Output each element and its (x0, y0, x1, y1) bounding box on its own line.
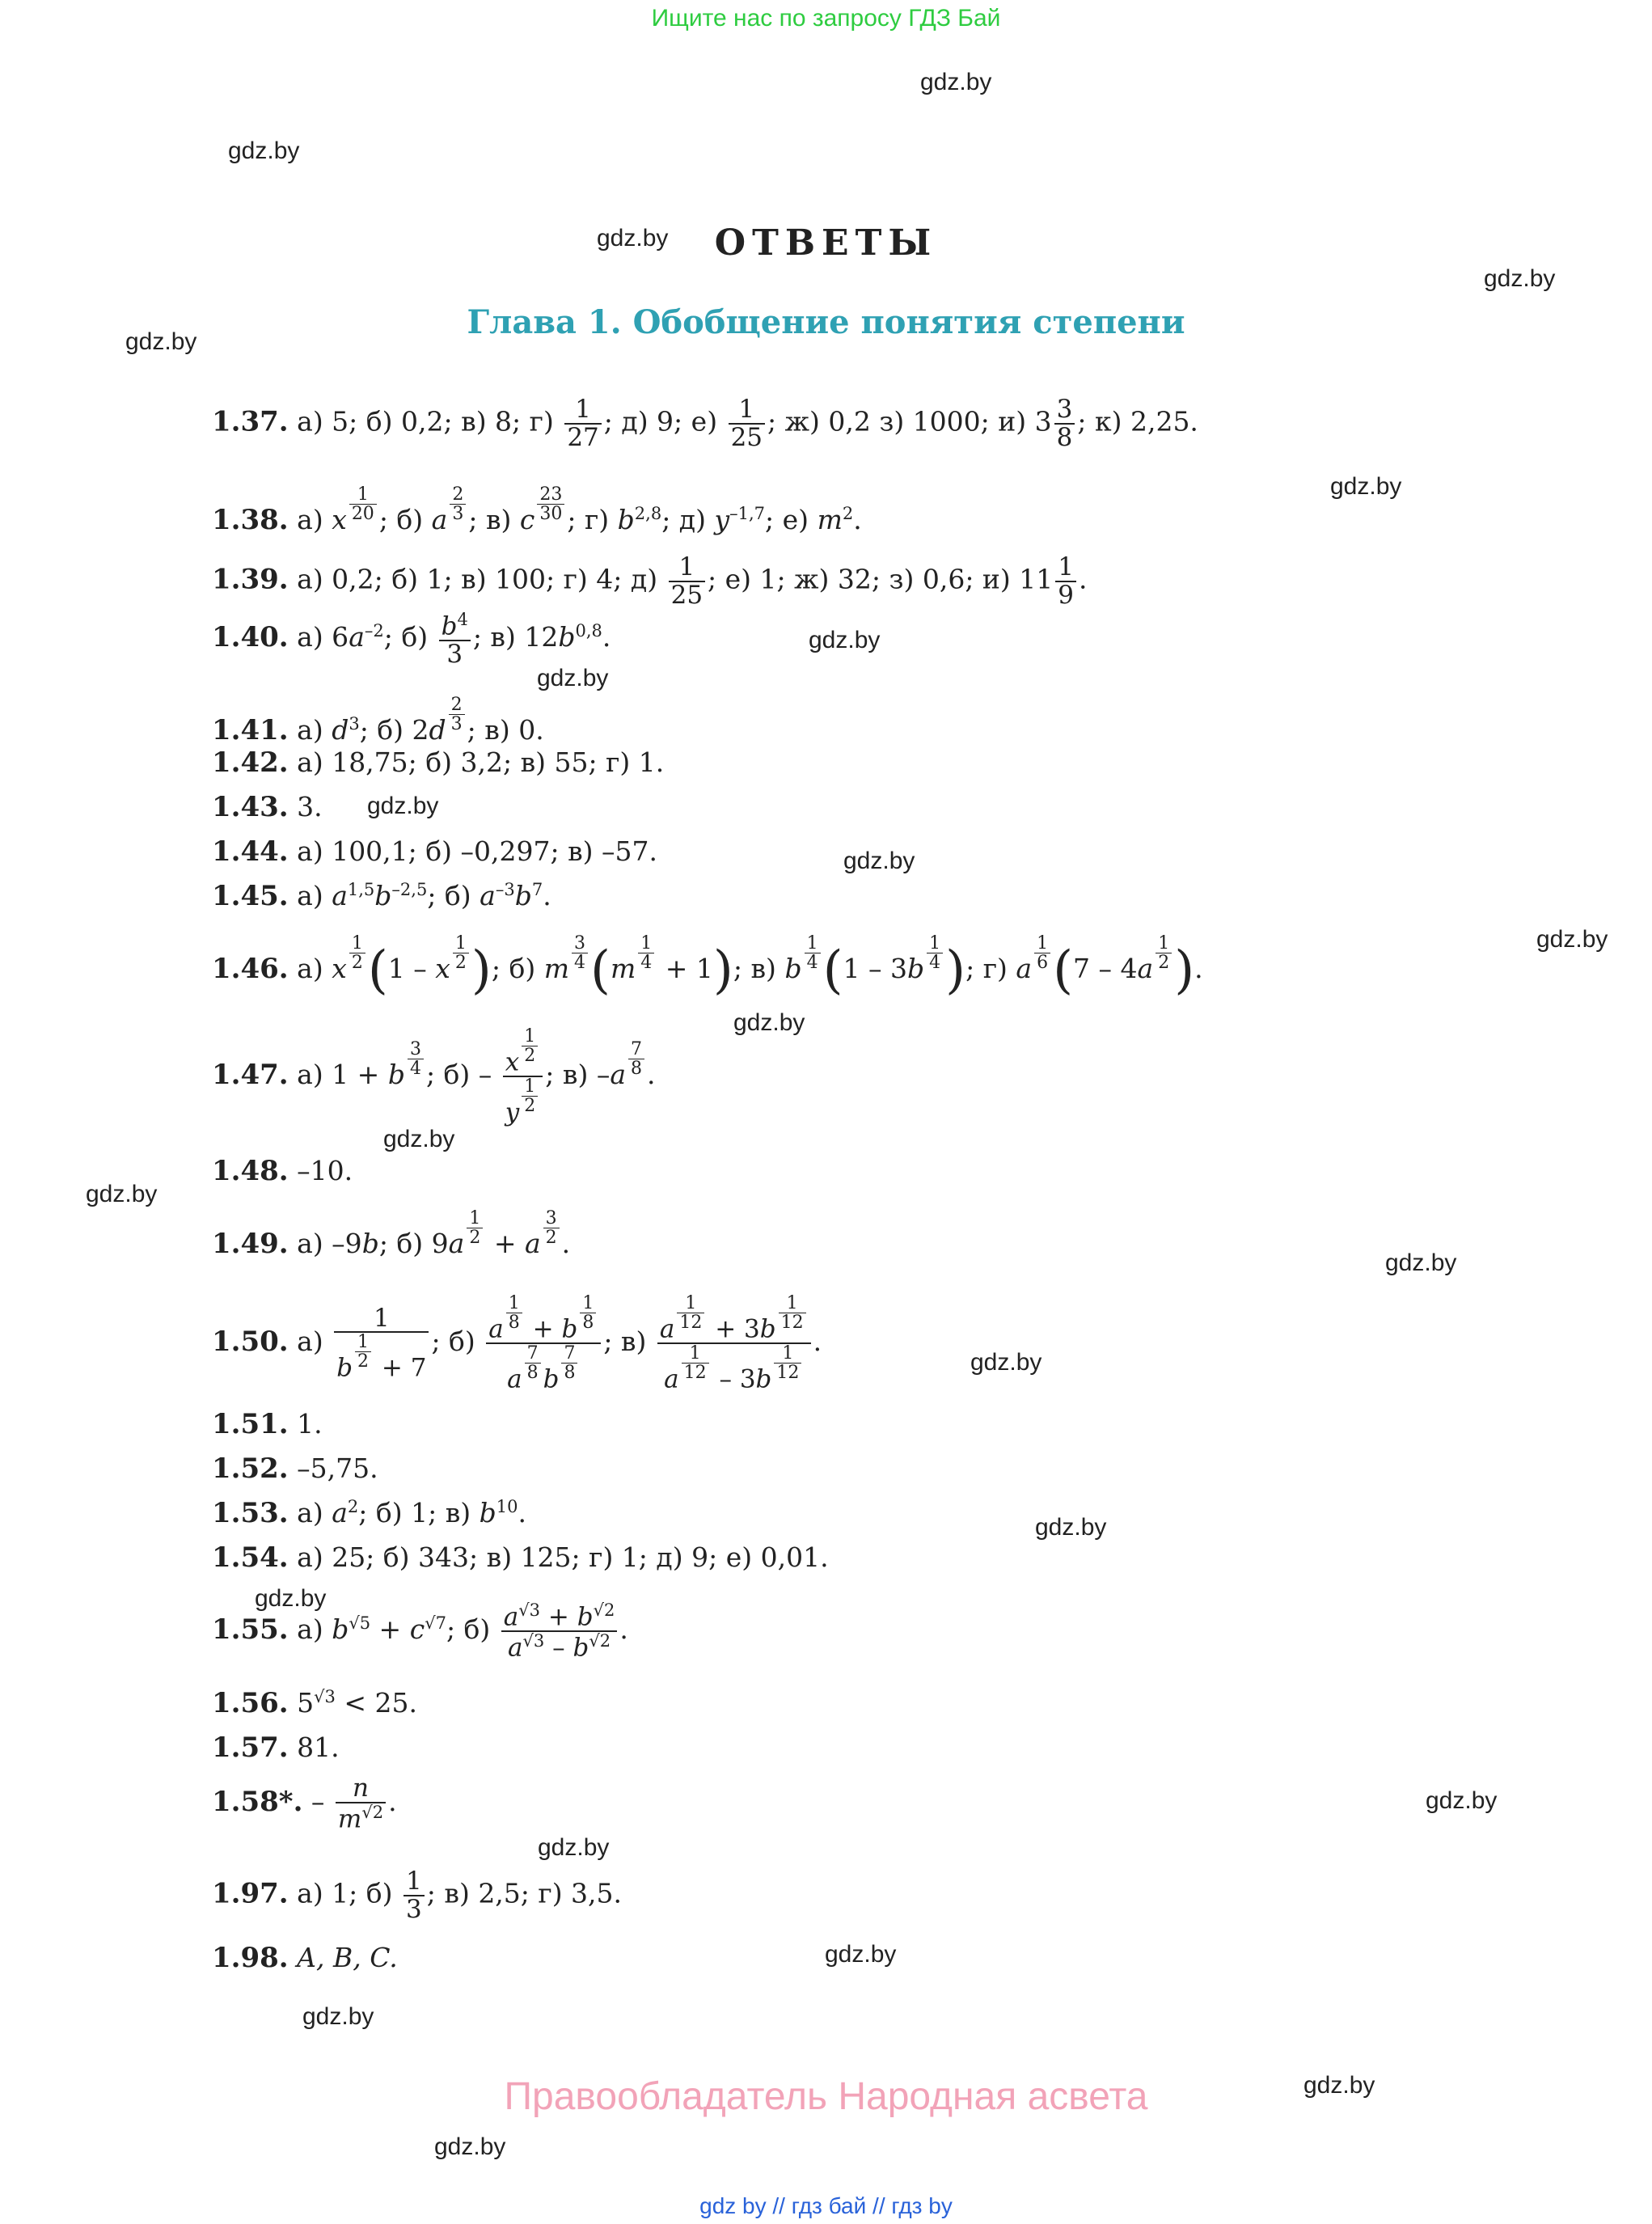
page-title: ОТВЕТЫ (714, 222, 938, 264)
watermark: gdz.by (255, 1585, 327, 1612)
answer-1-46: 1.46. а) x $\frac{1}{2}$ (1 – x $\frac{1}{2}$ ); б) m $\frac{3}{4}$ (m $\frac{1}{4}$ + 1); в) b $\frac{1}{4}$ (1 – 3b $\frac{1}{4}$ ); г) a $\frac{1}{6}$ (7 – 4a $\frac{1}{2}$ ). (212, 933, 1203, 1001)
answer-1-52: 1.52. –5,75. (212, 1452, 378, 1485)
answer-1-98: 1.98. A, B, C. (212, 1942, 398, 1974)
answer-1-44: 1.44. а) 100,1; б) –0,297; в) –57. (212, 835, 658, 868)
copyright-notice: Правообладатель Народная асвета (504, 2075, 1148, 2118)
watermark: gdz.by (809, 627, 881, 653)
answer-1-57: 1.57. 81. (212, 1731, 340, 1764)
answer-1-55: 1.55. а) $b^{√5} + c^{√7}$; б) $\frac{a^{√3} + b^{√2}}{a^{√3} - b^{√2}}$ . (212, 1600, 628, 1663)
watermark: gdz.by (843, 848, 915, 874)
answer-1-51: 1.51. 1. (212, 1408, 323, 1440)
watermark: gdz.by (1035, 1514, 1107, 1541)
answer-1-58: 1.58*. – $\frac{n}{m^{√2}}$ . (212, 1774, 397, 1833)
answer-1-48: 1.48. –10. (212, 1155, 353, 1187)
watermark: gdz.by (597, 225, 669, 252)
watermark: gdz.by (920, 69, 992, 95)
watermark: gdz.by (1330, 473, 1402, 500)
answer-1-54: 1.54. а) 25; б) 343; в) 125; г) 1; д) 9; е) 0,01. (212, 1541, 829, 1574)
answer-1-47: 1.47. а) 1 + b $\frac{3}{4}$ ; б) – x $\frac{1}{2}$ y $\frac{1}{2}$ ; в) –a $\frac{7}{8}$ . (212, 1026, 656, 1127)
watermark: gdz.by (970, 1349, 1042, 1376)
answer-1-97: 1.97. а) 1; б) $\frac{1}{3}$ ; в) 2,5; г) 3,5. (212, 1867, 623, 1924)
top-banner[interactable]: Ищите нас по запросу ГДЗ Бай (651, 5, 1001, 32)
answer-1-49: 1.49. а) –9b; б) 9a $\frac{1}{2}$ + a $\frac{3}{2}$ . (212, 1208, 571, 1261)
watermark: gdz.by (434, 2133, 506, 2160)
answer-1-38: 1.38. а) x $\frac{1}{20}$ ; б) a $\frac{2}{3}$ ; в) c $\frac{23}{30}$ ; г) $b^{2,8}$; д) $y^{-1,7}$; е) $m^2$. (212, 484, 862, 537)
answer-1-40: 1.40. а) $6a^{-2}$; б) $\frac{b^4}{3}$ ; в) $12b^{0,8}$. (212, 610, 611, 669)
watermark: gdz.by (537, 665, 609, 691)
answer-1-56: 1.56. $5^{√3} < 25$. (212, 1687, 418, 1719)
watermark: gdz.by (228, 137, 300, 164)
watermark: gdz.by (1385, 1249, 1457, 1276)
watermark: gdz.by (1536, 926, 1608, 953)
watermark: gdz.by (1484, 265, 1556, 292)
watermark: gdz.by (825, 1941, 897, 1968)
answer-1-42: 1.42. а) 18,75; б) 3,2; в) 55; г) 1. (212, 746, 665, 779)
watermark: gdz.by (302, 2003, 374, 2030)
watermark: gdz.by (1303, 2072, 1375, 2099)
answer-1-50: 1.50. а) 1 b $\frac{1}{2}$ + 7 ; б) a $\frac{1}{8}$ + b $\frac{1}{8}$ a $\frac{7}{8}$ b $\frac{7}{8}$ ; в) a $\frac{1}{12}$ + 3b $\frac{1}{12}$ a $\frac{1}{12}$ – 3b $\frac{1}{12}$ . (212, 1293, 822, 1394)
answer-1-37: 1.37. а) 5; б) 0,2; в) 8; г) $\frac{1}{27}$ ; д) 9; е) $\frac{1}{25}$ ; ж) 0,2 з) 1000; и) 3 $\frac{3}{8}$ ; к) 2,25. (212, 395, 1198, 452)
answer-1-45: 1.45. а) $a^{1,5}b^{-2,5}$; б) $a^{-3}b^7$. (212, 880, 551, 912)
footer-links[interactable]: gdz by // гдз бай // гдз by (699, 2193, 953, 2218)
answer-1-53: 1.53. а) $a^2$; б) 1; в) $b^{10}$. (212, 1497, 526, 1529)
answer-1-39: 1.39. а) 0,2; б) 1; в) 100; г) 4; д) $\frac{1}{25}$ ; е) 1; ж) 32; з) 0,6; и) 11 $\frac{1}{9}$ . (212, 552, 1088, 610)
watermark: gdz.by (86, 1181, 158, 1207)
chapter-heading: Глава 1. Обобщение понятия степени (467, 303, 1185, 341)
watermark: gdz.by (367, 793, 439, 819)
watermark: gdz.by (733, 1009, 805, 1036)
answer-1-41: 1.41. а) $d^3$; б) 2d $\frac{2}{3}$ ; в) 0. (212, 695, 544, 747)
watermark: gdz.by (383, 1126, 455, 1152)
watermark: gdz.by (125, 328, 197, 355)
answer-1-43: 1.43. 3. (212, 791, 323, 823)
watermark: gdz.by (538, 1834, 610, 1861)
watermark: gdz.by (1426, 1787, 1498, 1814)
